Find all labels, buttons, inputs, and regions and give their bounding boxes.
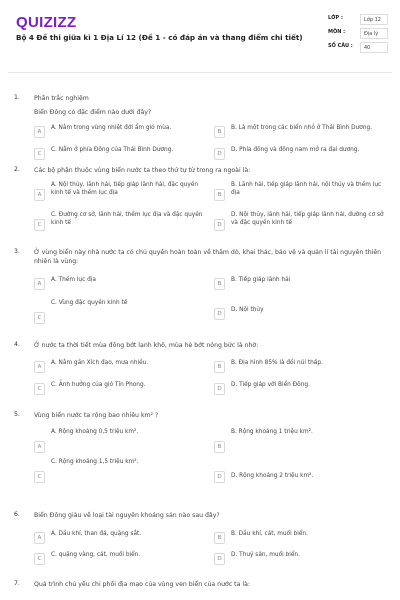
- option-b[interactable]: [214, 124, 392, 143]
- option-text: B. Lãnh hải, tiếp giáp lãnh hải, nội thủy và thềm lục địa: [231, 182, 382, 196]
- option-letter: B: [214, 441, 225, 453]
- option-a[interactable]: [34, 276, 212, 295]
- option-letter: C: [34, 219, 45, 231]
- option-d[interactable]: [214, 212, 392, 238]
- worksheet-header: [0, 0, 400, 70]
- option-letter: B: [214, 361, 225, 373]
- question-text: Ở nước ta thời tiết mùa đông bớt lạnh khô, mùa hè bớt nóng bức là nhờ:: [34, 342, 259, 349]
- option-text: C. Rộng khoảng 1,5 triệu km².: [51, 459, 139, 465]
- option-letter: A: [34, 189, 45, 201]
- option-text: D. Phía đông và đông nam mở ra đại dương.: [231, 147, 360, 153]
- question-text: Phần trắc nghiệm: [34, 95, 89, 102]
- option-letter: A: [34, 278, 45, 290]
- option-letter: A: [34, 441, 45, 453]
- option-text: C. Nằm ở phía Đông của Thái Bình Dương.: [51, 147, 174, 153]
- option-letter: C: [34, 312, 45, 324]
- meta-row-subject: [328, 27, 388, 41]
- meta-label: LỚP :: [328, 15, 343, 21]
- question-number: 2.: [14, 166, 20, 173]
- question-text: Quá trình chủ yếu chi phối địa mạo của vùng ven biển của nước ta là:: [34, 581, 250, 588]
- question-text: Vùng biển nước ta rộng bao nhiêu km² ?: [34, 412, 159, 419]
- option-text: B. Dầu khí, cát, muối biển.: [231, 531, 308, 537]
- option-text: C. Đường cơ sở, lãnh hải, thềm lục địa và đặc quyền kinh tế: [51, 212, 203, 226]
- option-letter: D: [214, 553, 225, 565]
- option-letter: D: [214, 219, 225, 231]
- option-text: C. Vùng đặc quyền kinh tế: [51, 300, 128, 306]
- question-number: 5.: [14, 411, 20, 418]
- meta-panel: [328, 13, 388, 55]
- option-c[interactable]: [34, 212, 212, 238]
- option-letter: D: [214, 471, 225, 483]
- document-title: Bộ 4 Đề thi giữa kì 1 Địa Lí 12 (Đề 1 - có đáp án và thang điểm chi tiết): [16, 33, 303, 42]
- option-text: B. Tiếp giáp lãnh hải: [231, 277, 291, 283]
- option-text: B. Là một trong các biển nhỏ ở Thái Bình Dương.: [231, 125, 373, 131]
- option-text: C. quặng vàng, cát, muối biển.: [51, 552, 141, 558]
- option-letter: A: [34, 126, 45, 138]
- option-b[interactable]: [214, 530, 392, 549]
- option-text: B. Rộng khoảng 1 triệu km².: [231, 429, 313, 435]
- option-c[interactable]: [34, 381, 212, 400]
- option-text: A. Nội thủy, lãnh hải, tiếp giáp lãnh hải, đặc quyền kinh tế và thềm lục địa: [51, 182, 198, 196]
- option-a[interactable]: [34, 429, 212, 455]
- option-letter: B: [214, 189, 225, 201]
- option-text: A. Thềm lục địa: [51, 277, 96, 283]
- question-number: 4.: [14, 341, 20, 348]
- option-a[interactable]: [34, 359, 212, 378]
- meta-label: SỐ CÂU :: [328, 43, 353, 49]
- option-a[interactable]: [34, 182, 212, 208]
- question-subtext: Biển Đông có đặc điểm nào dưới đây?: [34, 109, 152, 116]
- meta-value: Lớp 12: [360, 14, 388, 25]
- option-text: C. Ảnh hưởng của gió Tín Phong.: [51, 382, 146, 388]
- option-a[interactable]: [34, 124, 212, 143]
- option-letter: B: [214, 532, 225, 544]
- option-c[interactable]: [34, 459, 212, 485]
- option-c[interactable]: [34, 300, 212, 326]
- header-divider: [8, 72, 392, 73]
- option-text: D. Tiếp giáp với Biển Đông.: [231, 382, 310, 388]
- option-text: A. Nằm gần Xích đạo, mưa nhiều.: [51, 360, 149, 366]
- option-d[interactable]: [214, 551, 392, 570]
- option-d[interactable]: [214, 459, 392, 485]
- option-c[interactable]: [34, 551, 212, 570]
- option-text: D. Thuỷ sản, muối biển.: [231, 552, 300, 558]
- option-text: A. Dầu khí, than đá, quặng sắt.: [51, 531, 142, 537]
- meta-label: MÔN :: [328, 29, 346, 35]
- option-letter: D: [214, 148, 225, 160]
- option-letter: C: [34, 148, 45, 160]
- question-text: Các bộ phận thuộc vùng biển nước ta theo thứ tự từ trong ra ngoài là:: [34, 167, 251, 174]
- option-c[interactable]: [34, 146, 212, 165]
- option-b[interactable]: [214, 359, 392, 378]
- question-number: 1.: [14, 94, 20, 101]
- option-letter: C: [34, 553, 45, 565]
- option-d[interactable]: [214, 306, 392, 325]
- option-letter: B: [214, 278, 225, 290]
- option-letter: A: [34, 532, 45, 544]
- meta-row-count: [328, 41, 388, 55]
- option-a[interactable]: [34, 530, 212, 549]
- question-number: 6.: [14, 511, 20, 518]
- meta-value: 40: [360, 42, 388, 53]
- option-letter: C: [34, 471, 45, 483]
- option-letter: A: [34, 361, 45, 373]
- meta-value: Địa lý: [360, 28, 388, 39]
- option-letter: B: [214, 126, 225, 138]
- option-letter: D: [214, 383, 225, 395]
- option-text: B. Địa hình 85% là đồi núi thấp.: [231, 360, 323, 366]
- option-text: D. Nội thủy: [231, 307, 264, 313]
- question-text: Ở vùng biển này nhà nước ta có chủ quyền hoàn toàn về thăm dò, khai thác, bảo vệ và quản lí tài nguyên thiên nhiên là vùng:: [34, 249, 382, 265]
- question-text: Biển Đông giàu về loại tài nguyên khoáng sản nào sau đây?: [34, 512, 220, 519]
- option-b[interactable]: [214, 276, 392, 295]
- meta-row-class: [328, 13, 388, 27]
- option-b[interactable]: [214, 429, 392, 455]
- option-b[interactable]: [214, 182, 392, 208]
- option-letter: C: [34, 383, 45, 395]
- option-text: D. Nội thủy, lãnh hải, tiếp giáp lãnh hải, đường cơ sở và đặc quyền kinh tế: [231, 212, 384, 226]
- option-letter: D: [214, 308, 225, 320]
- option-d[interactable]: [214, 381, 392, 400]
- quizizz-logo: QUIZIZZ: [16, 14, 77, 31]
- option-text: D. Rộng khoảng 2 triệu km².: [231, 473, 314, 479]
- option-d[interactable]: [214, 146, 392, 165]
- option-text: A. Rộng khoảng 0,5 triệu km².: [51, 429, 139, 435]
- question-number: 3.: [14, 248, 20, 255]
- option-text: A. Nằm trong vùng nhiệt đới ẩm gió mùa.: [51, 125, 172, 131]
- question-number: 7.: [14, 580, 20, 587]
